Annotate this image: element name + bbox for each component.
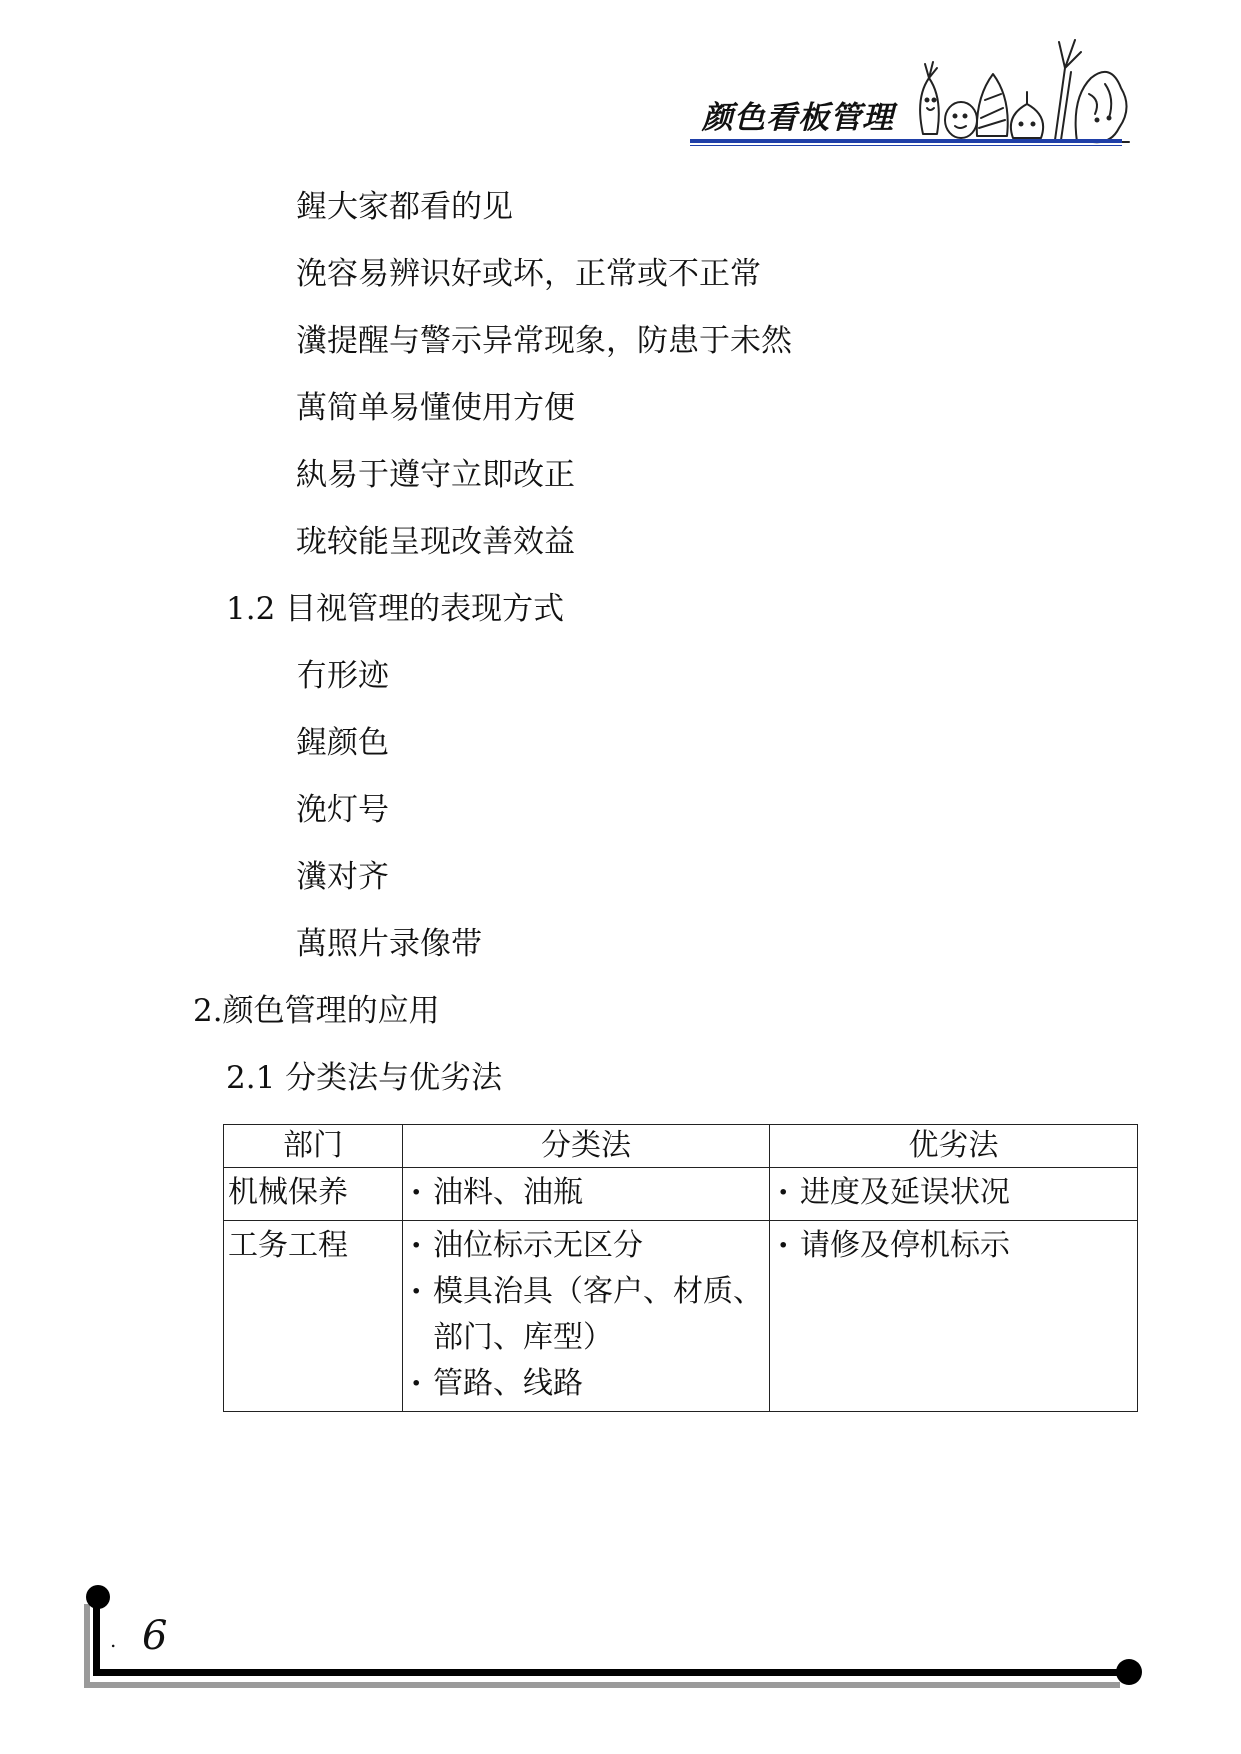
column-header-quality: 优劣法 — [770, 1125, 1138, 1168]
table-row — [224, 1168, 1138, 1221]
page-number: 6 — [142, 1613, 168, 1659]
header-rule — [690, 139, 1122, 143]
quality-cell — [770, 1221, 1138, 1412]
section-heading-1-2: 1.2 目视管理的表现方式 — [226, 591, 565, 627]
footer-horizontal-shadow — [84, 1682, 1120, 1688]
list-item: 紈易于遵守立即改正 — [296, 457, 575, 493]
list-item: 瀵对齐 — [296, 859, 389, 895]
classify-item: · 模具治具（客户、材质、部门、库型） — [407, 1269, 765, 1361]
list-item: 萬简单易懂使用方便 — [296, 390, 575, 426]
table-row — [224, 1221, 1138, 1412]
footer-vertical-shadow — [84, 1604, 90, 1688]
list-item: 鍟大家都看的见 — [296, 189, 513, 225]
list-item: 萬照片录像带 — [296, 926, 482, 962]
list-item: 冇形迹 — [296, 658, 389, 694]
dept-cell: 工务工程 — [224, 1221, 403, 1412]
table-header-row — [224, 1125, 1138, 1168]
list-item: 鍟颜色 — [296, 725, 389, 761]
footer-vertical-bar — [93, 1598, 100, 1676]
quality-cell — [770, 1168, 1138, 1221]
header-rule-thin — [690, 145, 1122, 146]
footer-dot-right — [1116, 1659, 1142, 1685]
classify-cell — [403, 1168, 770, 1221]
quality-item: · 请修及停机标示 — [774, 1223, 1133, 1269]
footer-horizontal-bar — [93, 1669, 1123, 1676]
classification-table — [223, 1124, 1138, 1412]
classify-cell — [403, 1221, 770, 1412]
footer-dot-left — [86, 1585, 110, 1609]
classify-item: · 油位标示无区分 — [407, 1223, 765, 1269]
classify-item: · 油料、油瓶 — [407, 1170, 765, 1216]
header-title: 颜色看板管理 — [702, 100, 894, 136]
list-item: 浼容易辨识好或坏，正常或不正常 — [296, 256, 761, 292]
vegetable-illustration-icon — [915, 38, 1135, 146]
section-heading-2-1: 2.1 分类法与优劣法 — [226, 1060, 503, 1096]
list-item: 瀵提醒与警示异常现象，防患于未然 — [296, 323, 792, 359]
classify-item: · 管路、线路 — [407, 1361, 765, 1407]
column-header-dept: 部门 — [224, 1125, 403, 1168]
list-item: 浼灯号 — [296, 792, 389, 828]
dept-cell: 机械保养 — [224, 1168, 403, 1221]
column-header-classify: 分类法 — [403, 1125, 770, 1168]
list-item: 珑较能呈现改善效益 — [296, 524, 575, 560]
quality-item: · 进度及延误状况 — [774, 1170, 1133, 1216]
section-heading-2: 2.颜色管理的应用 — [193, 993, 440, 1029]
page-number-mark: . — [110, 1628, 117, 1652]
